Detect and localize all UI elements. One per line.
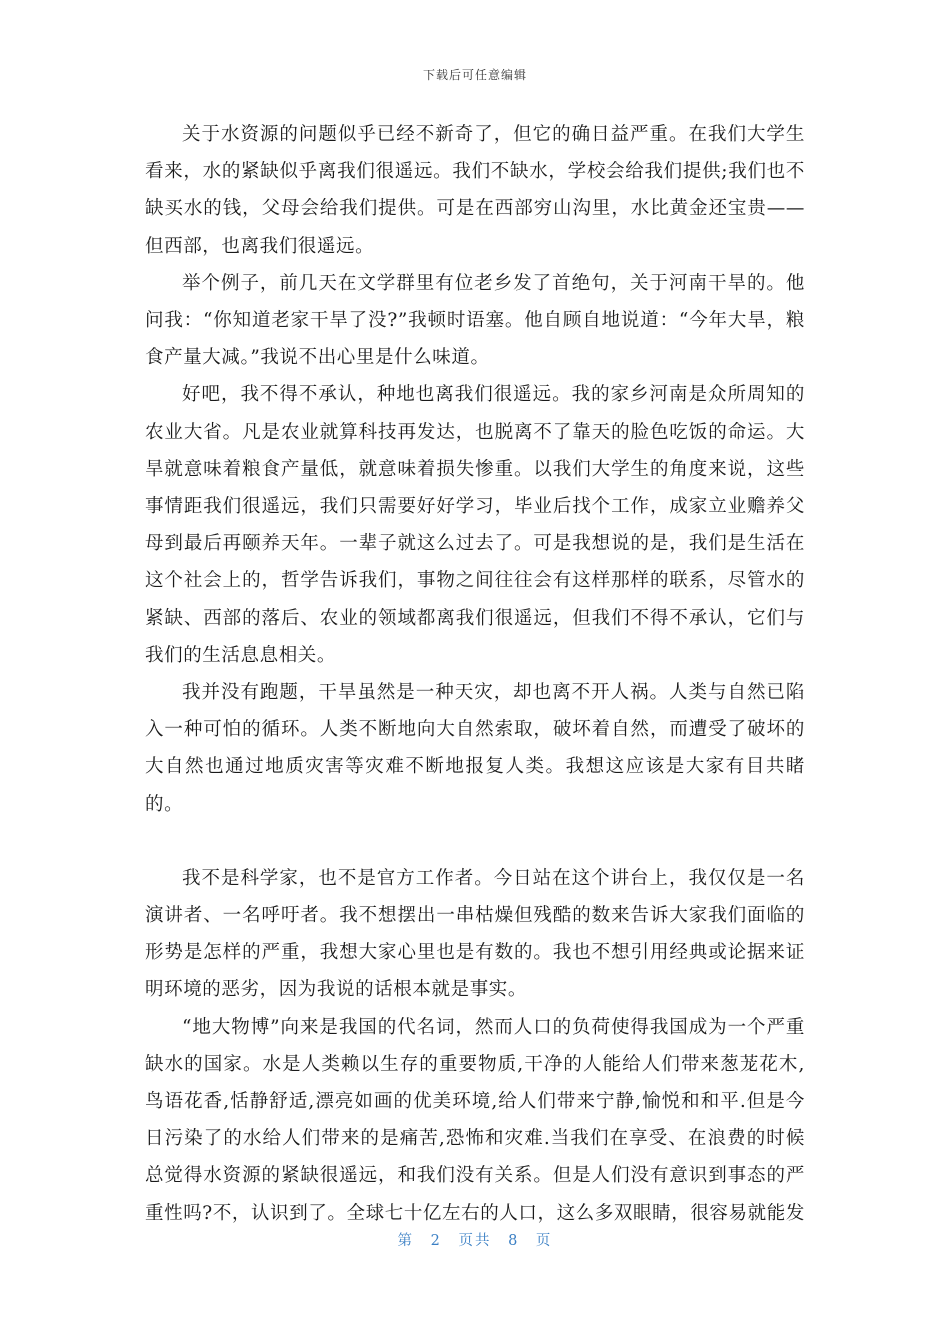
page-header: 下载后可任意编辑 [422,68,527,82]
paragraph-6: “地大物博”向来是我国的代名词，然而人口的负荷使得我国成为一个严重缺水的国家。水是人类赖以生存的重要物质,干净的人能给人们带来葱茏花木,鸟语花香,恬静舒适,漂亮如画的优美环境,给人们带来宁静,愉悦和和平.但是今日污染了的水给人们带来的是痛苦,恐怖和灾难.当我们在享受、在浪费的时候总觉得水资源的紧缺很遥远，和我们没有关系。但是人们没有意识到事态的严重性吗?不，认识到了。全球七十亿左右的人口，这么多双眼睛，很容易就能发 [145,1016,805,1224]
paragraph-3: 好吧，我不得不承认，种地也离我们很遥远。我的家乡河南是众所周知的农业大省。凡是农业就算科技再发达，也脱离不了靠天的脸色吃饭的命运。大旱就意味着粮食产量低，就意味着损失惨重。以我们大学生的角度来说，这些事情距我们很遥远，我们只需要好好学习，毕业后找个工作，成家立业赡养父母到最后再颐养天年。一辈子就这么过去了。可是我想说的是，我们是生活在这个社会上的，哲学告诉我们，事物之间往往会有这样那样的联系，尽管水的紧缺、西部的落后、农业的领域都离我们很遥远，但我们不得不承认，它们与我们的生活息息相关。 [145,384,805,666]
page-number-footer: 第 2 页共 8 页 [397,1233,553,1249]
document-body [145,116,805,1232]
paragraph-2: 举个例子，前几天在文学群里有位老乡发了首绝句，关于河南干旱的。他问我：“你知道老家干旱了没?”我顿时语塞。他自顾自地说道：“今年大旱，粮食产量大减。”我说不出心里是什么味道。 [145,272,805,369]
paragraph-4: 我并没有跑题，干旱虽然是一种天灾，却也离不开人祸。人类与自然已陷入一种可怕的循环。人类不断地向大自然索取，破坏着自然，而遭受了破坏的大自然也通过地质灾害等灾难不断地报复人类。我想这应该是大家有目共睹的。 [145,682,805,815]
paragraph-1: 关于水资源的问题似乎已经不新奇了，但它的确日益严重。在我们大学生看来，水的紧缺似乎离我们很遥远。我们不缺水，学校会给我们提供;我们也不缺买水的钱，父母会给我们提供。可是在西部穷山沟里，水比黄金还宝贵——但西部，也离我们很遥远。 [145,124,805,257]
paragraph-5: 我不是科学家，也不是官方工作者。今日站在这个讲台上，我仅仅是一名演讲者、一名呼吁者。我不想摆出一串枯燥但残酷的数来告诉大家我们面临的形势是怎样的严重，我想大家心里也是有数的。我也不想引用经典或论据来证明环境的恶劣，因为我说的话根本就是事实。 [145,867,805,1001]
